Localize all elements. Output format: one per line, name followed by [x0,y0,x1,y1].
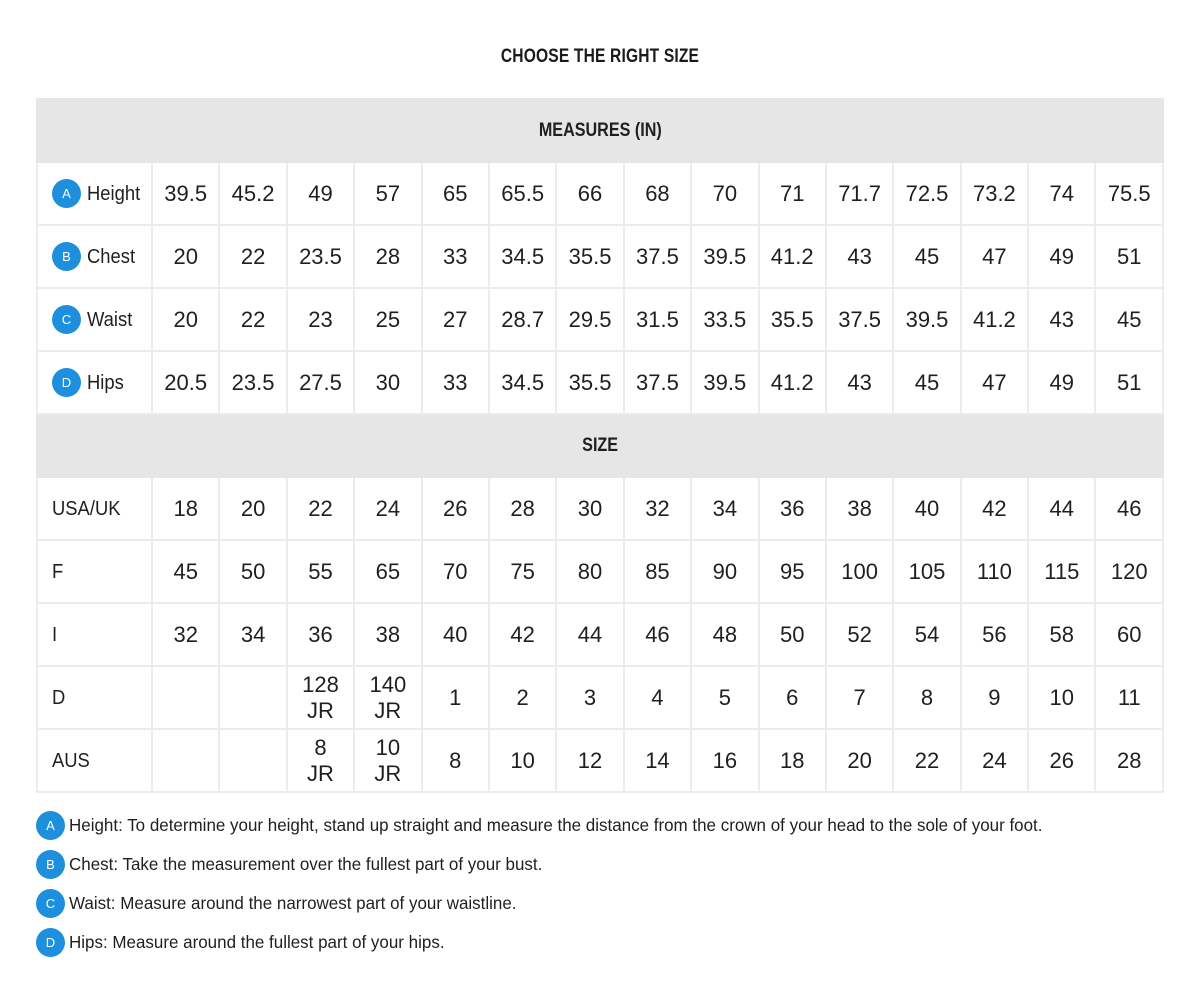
table-cell: 50 [759,603,826,666]
section-title: MEASURES (IN) [538,119,662,141]
table-cell: 39.5 [691,351,758,414]
row-label-text: D [52,686,66,709]
row-label [37,288,152,351]
size-section-heading [37,414,1163,477]
note-item [36,845,1073,884]
table-cell: 27.5 [287,351,354,414]
table-cell: 32 [624,477,691,540]
table-cell: 34 [691,477,758,540]
table-row [37,162,1163,225]
table-cell: 38 [354,603,421,666]
table-cell: 90 [691,540,758,603]
letter-badge-icon: C [52,305,81,334]
table-cell: 128 JR [287,666,354,729]
table-cell: 74 [1028,162,1095,225]
table-row [37,729,1163,792]
letter-badge-icon: A [52,179,81,208]
row-label-text: Height [87,182,141,205]
table-cell: 34.5 [489,351,556,414]
table-cell: 1 [422,666,489,729]
table-cell: 28.7 [489,288,556,351]
table-cell: 45 [1095,288,1163,351]
table-cell: 16 [691,729,758,792]
table-cell: 5 [691,666,758,729]
table-cell: 44 [1028,477,1095,540]
table-cell: 18 [759,729,826,792]
table-cell: 23 [287,288,354,351]
table-cell: 39.5 [691,225,758,288]
note-text: Chest: Take the measurement over the fullest part of your bust. [69,854,543,874]
table-cell: 28 [489,477,556,540]
table-cell: 40 [422,603,489,666]
row-label [37,351,152,414]
row-label-text: Hips [87,371,124,394]
table-cell: 22 [219,225,286,288]
table-cell: 9 [961,666,1028,729]
note-text: Waist: Measure around the narrowest part of your waistline. [69,893,517,913]
table-cell: 100 [826,540,893,603]
table-cell: 37.5 [624,225,691,288]
table-cell: 20 [152,288,219,351]
table-cell: 65 [354,540,421,603]
table-cell: 75 [489,540,556,603]
table-cell: 115 [1028,540,1095,603]
note-item [36,884,1073,923]
table-cell: 10 [489,729,556,792]
table-cell: 20.5 [152,351,219,414]
table-cell: 34.5 [489,225,556,288]
row-label [37,603,152,666]
table-cell: 20 [219,477,286,540]
table-cell: 41.2 [759,225,826,288]
measures-section-heading [37,99,1163,162]
table-cell: 46 [1095,477,1163,540]
letter-badge-icon: B [36,850,65,879]
letter-badge-icon: B [52,242,81,271]
table-cell: 33 [422,225,489,288]
table-cell: 29.5 [556,288,623,351]
table-cell: 43 [826,225,893,288]
table-cell: 23.5 [219,351,286,414]
table-row [37,351,1163,414]
table-cell: 20 [826,729,893,792]
table-cell: 30 [556,477,623,540]
table-row [37,288,1163,351]
table-cell: 56 [961,603,1028,666]
table-cell: 22 [219,288,286,351]
table-cell: 70 [691,162,758,225]
table-cell: 27 [422,288,489,351]
table-cell: 45 [152,540,219,603]
table-cell: 8 [422,729,489,792]
table-cell: 71 [759,162,826,225]
table-cell: 36 [759,477,826,540]
letter-badge-icon: C [36,889,65,918]
letter-badge-icon: A [36,811,65,840]
table-cell: 55 [287,540,354,603]
table-row [37,477,1163,540]
table-cell: 39.5 [893,288,960,351]
table-cell: 8 JR [287,729,354,792]
table-cell: 4 [624,666,691,729]
table-cell: 45 [893,225,960,288]
letter-badge-icon: D [52,368,81,397]
table-cell: 75.5 [1095,162,1163,225]
row-label-text: Waist [87,308,133,331]
table-cell: 85 [624,540,691,603]
row-label [37,225,152,288]
table-cell: 3 [556,666,623,729]
table-cell: 38 [826,477,893,540]
table-cell: 40 [893,477,960,540]
table-cell: 44 [556,603,623,666]
table-cell: 33 [422,351,489,414]
table-cell: 33.5 [691,288,758,351]
table-cell: 65 [422,162,489,225]
table-cell: 14 [624,729,691,792]
table-cell: 6 [759,666,826,729]
table-cell: 110 [961,540,1028,603]
row-label [37,666,152,729]
table-cell: 42 [961,477,1028,540]
table-row [37,540,1163,603]
table-cell: 65.5 [489,162,556,225]
table-row [37,225,1163,288]
letter-badge-icon: D [36,928,65,957]
row-label [37,477,152,540]
table-row [37,603,1163,666]
row-label [37,540,152,603]
table-cell [152,666,219,729]
table-cell: 43 [1028,288,1095,351]
page-title: CHOOSE THE RIGHT SIZE [500,46,700,67]
note-item [36,806,1073,845]
table-cell: 49 [287,162,354,225]
table-cell: 43 [826,351,893,414]
table-cell: 18 [152,477,219,540]
table-cell: 46 [624,603,691,666]
table-cell: 95 [759,540,826,603]
table-cell [219,729,286,792]
table-cell: 66 [556,162,623,225]
table-cell: 45 [893,351,960,414]
note-text: Height: To determine your height, stand up straight and measure the distance from the crown of your head to the sole of your foot. [69,815,1043,835]
table-cell: 42 [489,603,556,666]
table-cell: 140 JR [354,666,421,729]
table-cell: 26 [422,477,489,540]
table-cell: 41.2 [961,288,1028,351]
table-cell: 7 [826,666,893,729]
table-cell: 35.5 [556,351,623,414]
table-cell [219,666,286,729]
table-cell: 49 [1028,351,1095,414]
table-cell: 28 [1095,729,1163,792]
table-cell: 10 JR [354,729,421,792]
table-cell: 35.5 [556,225,623,288]
measures-section [37,99,1163,162]
table-cell: 22 [287,477,354,540]
table-cell: 37.5 [826,288,893,351]
row-label-text: USA/UK [52,497,121,520]
note-text: Hips: Measure around the fullest part of your hips. [69,932,445,952]
table-cell: 24 [961,729,1028,792]
table-cell: 34 [219,603,286,666]
section-title: SIZE [582,434,618,456]
row-label [37,729,152,792]
table-cell [152,729,219,792]
table-cell: 11 [1095,666,1163,729]
table-cell: 28 [354,225,421,288]
table-cell: 51 [1095,225,1163,288]
table-cell: 80 [556,540,623,603]
table-cell: 68 [624,162,691,225]
table-cell: 20 [152,225,219,288]
table-cell: 36 [287,603,354,666]
measurement-notes [36,806,1073,962]
table-cell: 45.2 [219,162,286,225]
table-cell: 48 [691,603,758,666]
table-cell: 31.5 [624,288,691,351]
table-cell: 30 [354,351,421,414]
table-cell: 23.5 [287,225,354,288]
table-row [37,666,1163,729]
table-cell: 73.2 [961,162,1028,225]
row-label [37,162,152,225]
table-cell: 54 [893,603,960,666]
table-cell: 52 [826,603,893,666]
table-cell: 51 [1095,351,1163,414]
size-chart-table [36,98,1164,793]
table-cell: 47 [961,225,1028,288]
table-cell: 60 [1095,603,1163,666]
table-cell: 47 [961,351,1028,414]
table-cell: 2 [489,666,556,729]
table-cell: 39.5 [152,162,219,225]
table-cell: 24 [354,477,421,540]
table-cell: 49 [1028,225,1095,288]
table-cell: 22 [893,729,960,792]
size-section [37,414,1163,477]
table-cell: 70 [422,540,489,603]
table-cell: 120 [1095,540,1163,603]
row-label-text: AUS [52,749,90,772]
table-cell: 12 [556,729,623,792]
table-cell: 72.5 [893,162,960,225]
table-cell: 57 [354,162,421,225]
table-cell: 41.2 [759,351,826,414]
table-cell: 8 [893,666,960,729]
table-cell: 10 [1028,666,1095,729]
table-cell: 71.7 [826,162,893,225]
row-label-text: I [52,623,58,646]
table-cell: 32 [152,603,219,666]
table-cell: 50 [219,540,286,603]
row-label-text: F [52,560,64,583]
table-cell: 26 [1028,729,1095,792]
note-item [36,923,1073,962]
table-cell: 58 [1028,603,1095,666]
table-cell: 25 [354,288,421,351]
table-cell: 37.5 [624,351,691,414]
row-label-text: Chest [87,245,136,268]
table-cell: 35.5 [759,288,826,351]
table-cell: 105 [893,540,960,603]
